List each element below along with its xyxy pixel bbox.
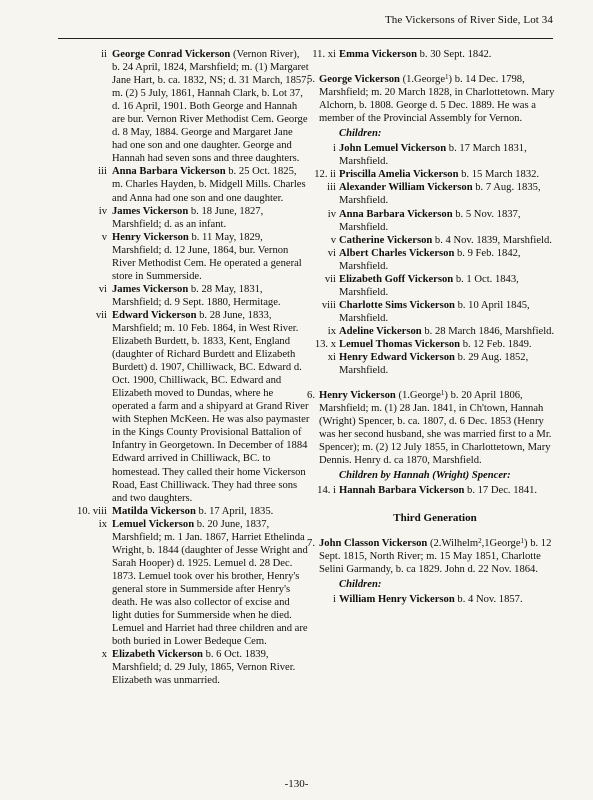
entry-text: b. 12 Feb. 1849. (460, 338, 532, 350)
person-name: George Vickerson (319, 74, 400, 86)
entry-number: x (101, 649, 107, 661)
genealogy-entry (302, 168, 558, 181)
running-header: The Vickersons of River Side, Lot 34 (384, 14, 553, 26)
entry-text: b. 17 Dec. 1841. (464, 485, 538, 497)
genealogy-entry (58, 205, 310, 231)
person-name: James Vickerson (112, 283, 189, 295)
entry-number: 6. (307, 390, 315, 402)
entry-number: 13. x (314, 338, 336, 350)
entry-text: b. 17 March 1831, Marshfield. (339, 143, 527, 168)
entry-text: b. 5 Nov. 1837, Marshfield. (339, 208, 521, 233)
entry-text: b. 7 Aug. 1835, Marshfield. (339, 182, 541, 207)
genealogy-entry (302, 484, 558, 497)
person-name: William Henry Vickerson (339, 593, 455, 605)
entry-number: iv (98, 205, 107, 217)
genealogy-entry (302, 351, 558, 377)
entry-text: b. 20 June, 1837, Marshfield; m. 1 Jan. 1867, Harriet Ethelinda Wright, b. 1844 (daughter of Jesse Wright and Sarah Hooper) d. 1925. Lemuel d. 28 Dec. 1873. Lemuel took over his brother, Henry's general store in Summerside after Henry's death. He was also collector of excise and light duties for Summerside when he died. Lemuel and Harriet had three children and are both buried in Lower Bedeque Cem. (112, 518, 308, 648)
entry-text: ) b. 14 Dec. 1798, Marshfield; m. 20 March 1828, in Charlottetown. Mary Alchorn, b. 1808. George d. 5 Dec. 1889. He was a member of the Provincial Assembly for Vernon. (319, 74, 555, 125)
entry-number: 7. (307, 537, 315, 549)
entry-number: viii (321, 299, 336, 311)
entry-number: i (333, 143, 336, 155)
genealogy-entry (302, 48, 558, 61)
person-name: Matilda Vickerson (112, 505, 196, 517)
person-name: Priscilla Amelia Vickerson (339, 169, 459, 181)
genealogy-entry (58, 48, 310, 165)
entry-number: i (333, 593, 336, 605)
entry-number: iv (327, 208, 336, 220)
entry-number: iii (327, 182, 336, 194)
person-name: Anna Barbara Vickerson (339, 208, 453, 220)
genealogy-entry (58, 283, 310, 309)
entry-text: b. 9 Feb. 1842, Marshfield. (339, 247, 521, 272)
genealogy-entry (302, 273, 558, 299)
entry-text: b. 4 Nov. 1839, Marshfield. (432, 234, 552, 246)
entry-number: vii (95, 309, 107, 321)
entry-number: iii (98, 166, 107, 178)
entry-text: b. 4 Nov. 1857. (454, 593, 523, 605)
lineage-text: ,1George (481, 537, 521, 549)
person-name: Adeline Vickerson (339, 325, 422, 337)
entry-number: 5. (307, 74, 315, 86)
entry-number: 11. xi (312, 49, 336, 60)
entry-text: b. 29 Aug. 1852, Marshfield. (339, 352, 529, 377)
entry-number: v (101, 231, 107, 243)
entry-number: ii (101, 49, 107, 60)
entry-number: vii (324, 273, 336, 285)
entry-number: vi (98, 283, 107, 295)
person-name: Lemuel Vickerson (112, 518, 195, 530)
genealogy-entry (58, 165, 310, 204)
entry-text: b. 6 Oct. 1839, Marshfield; d. 29 July, 1865, Vernon River. Elizabeth was unmarried. (112, 649, 296, 687)
person-name: Elizabeth Goff Vickerson (339, 273, 454, 285)
genealogy-entry (302, 325, 558, 338)
genealogy-entry (302, 208, 558, 234)
section-heading: Third Generation (393, 511, 477, 524)
lineage-text: (1.George (399, 74, 446, 86)
entry-text: b. 28 May, 1831, Marshfield; d. 9 Sept. 1880, Hermitage. (112, 283, 281, 308)
person-name: Henry Vickerson (319, 390, 396, 402)
entry-text: b. 30 Sept. 1842. (416, 49, 492, 60)
children-list (302, 142, 558, 377)
person-name: George Conrad Vickerson (112, 49, 231, 60)
entry-number: 12. ii (314, 169, 336, 181)
genealogy-entry (302, 247, 558, 273)
genealogy-entry (302, 181, 558, 207)
genealogy-entry (58, 648, 310, 687)
children-list (302, 593, 558, 606)
genealogy-entry (302, 593, 558, 606)
right-column (302, 48, 558, 606)
person-name: John Lemuel Vickerson (339, 143, 447, 155)
generation-superscript: 2 (478, 536, 482, 545)
entry-number: vi (327, 247, 336, 259)
children-label: Children: (339, 128, 382, 140)
children-label: Children by Hannah (Wright) Spencer: (339, 470, 511, 482)
person-name: Albert Charles Vickerson (339, 247, 455, 259)
person-name: Henry Vickerson (112, 231, 189, 243)
henry-entry (302, 389, 558, 467)
entry-text: b. 10 April 1845, Marshfield. (339, 299, 530, 324)
genealogy-entry (302, 299, 558, 325)
left-column (58, 48, 310, 687)
entry-number: v (330, 234, 336, 246)
entry-text: ) b. 12 Sept. 1815, North River; m. 15 May 1851, Charlotte Selini Garmandy, b. ca 1829. John d. 22 Nov. 1864. (319, 537, 552, 575)
entry-text: b. 28 June, 1833, Marshfield; m. 10 Feb. 1864, in West River. Elizabeth Burdett, b. 1833, Kent, England (daughter of Richard Burdett and Elizabeth Burdett) d. 1907, Chilliwack, BC. Edward d. Oct. 1900, Chilliwack, BC. Edward and Elizabeth moved to Dundas, where he operated a farm and a shipyard at Grand River with Stephen McKeen. He was also paymaster in the Kings County Provisional Battalion of Infantry in Georgetown. In December of 1884 Edward arrived in Chilliwack, BC. to homestead. They called their home Vickerson Road, East Chilliwack. They had three sons and two daughters. (112, 309, 310, 504)
entry-number: ix (327, 325, 336, 337)
genealogy-entry (58, 231, 310, 283)
person-name: John Classon Vickerson (319, 537, 428, 549)
genealogy-entry (58, 309, 310, 505)
genealogy-entry (302, 234, 558, 247)
person-name: Anna Barbara Vickerson (112, 166, 226, 178)
genealogy-entry (302, 338, 558, 351)
entry-text: b. 18 June, 1827, Marshfield; d. as an infant. (112, 205, 264, 230)
page-number: -130- (284, 778, 309, 790)
entry-text: b. 11 May, 1829, Marshfield; d. 12 June, 1864, bur. Vernon River Methodist Cem. He operated a general store in Summerside. (112, 231, 302, 282)
person-name: Catherine Vickerson (339, 234, 433, 246)
person-name: Lemuel Thomas Vickerson (339, 338, 461, 350)
entry-text: b. 17 April, 1835. (195, 505, 274, 517)
lineage-text: (2.Wilhelm (427, 537, 479, 549)
person-name: James Vickerson (112, 205, 189, 217)
entry-number: ix (98, 518, 107, 530)
lineage-text: (1.George (395, 390, 441, 402)
john-entry (302, 537, 558, 576)
person-name: Henry Edward Vickerson (339, 352, 455, 364)
entry-number: xi (327, 352, 336, 364)
entry-number: 10. viii (76, 505, 107, 517)
children-list (302, 484, 558, 497)
entry-text: b. 28 March 1846, Marshfield. (421, 325, 555, 337)
person-name: Charlotte Sims Vickerson (339, 299, 455, 311)
entry-text: ) b. 20 April 1806, Marshfield; m. (1) 28 Jan. 1841, in Ch'town, Hannah (Wright) Spencer, b. ca. 1807, d. 6 Dec. 1853 (Henry was her second husband, she was married first to a Mr. Spencer); m. (2) 12 July 1855, in Charlottetown, Mary Dennis. Henry d. ca 1870, Marshfield. (319, 390, 552, 467)
genealogy-entry (302, 142, 558, 168)
entry-number: 14. i (317, 485, 336, 497)
generation-superscript: 1 (520, 536, 525, 545)
entry-text: b. 25 Oct. 1825, m. Charles Hayden, b. Midgell Mills. Charles and Anna had one son and one daughter. (112, 166, 306, 204)
generation-superscript: 1 (440, 389, 445, 398)
person-name: Hannah Barbara Vickerson (339, 485, 465, 497)
header-rule (58, 38, 553, 39)
entry-text: b. 15 March 1832. (458, 169, 540, 181)
entry-text: (Vernon River), b. 24 April, 1824, Marshfield; m. (1) Margaret Jane Hart, b. ca. 1832, NS; d. 31 March, 1857; m. (2) 5 July, 1861, Hannah Clark, b. Lot 37, d. 16 April, 1901. Both George and Hannah are bur. Vernon River Methodist Cem. George d. 8 May, 1884. George and Margaret Jane had one son and one daughter. George and Hannah had seven sons and three daughters. (112, 49, 310, 165)
person-name: Elizabeth Vickerson (112, 649, 203, 661)
person-name: Alexander William Vickerson (339, 182, 473, 194)
children-label: Children: (339, 578, 382, 590)
generation-superscript: 1 (445, 73, 449, 82)
genealogy-entry (58, 505, 310, 518)
genealogy-entry (58, 518, 310, 648)
george-entry (302, 73, 558, 125)
person-name: Edward Vickerson (112, 309, 197, 321)
entry-text: b. 1 Oct. 1843, Marshfield. (339, 273, 519, 298)
person-name: Emma Vickerson (339, 49, 417, 60)
